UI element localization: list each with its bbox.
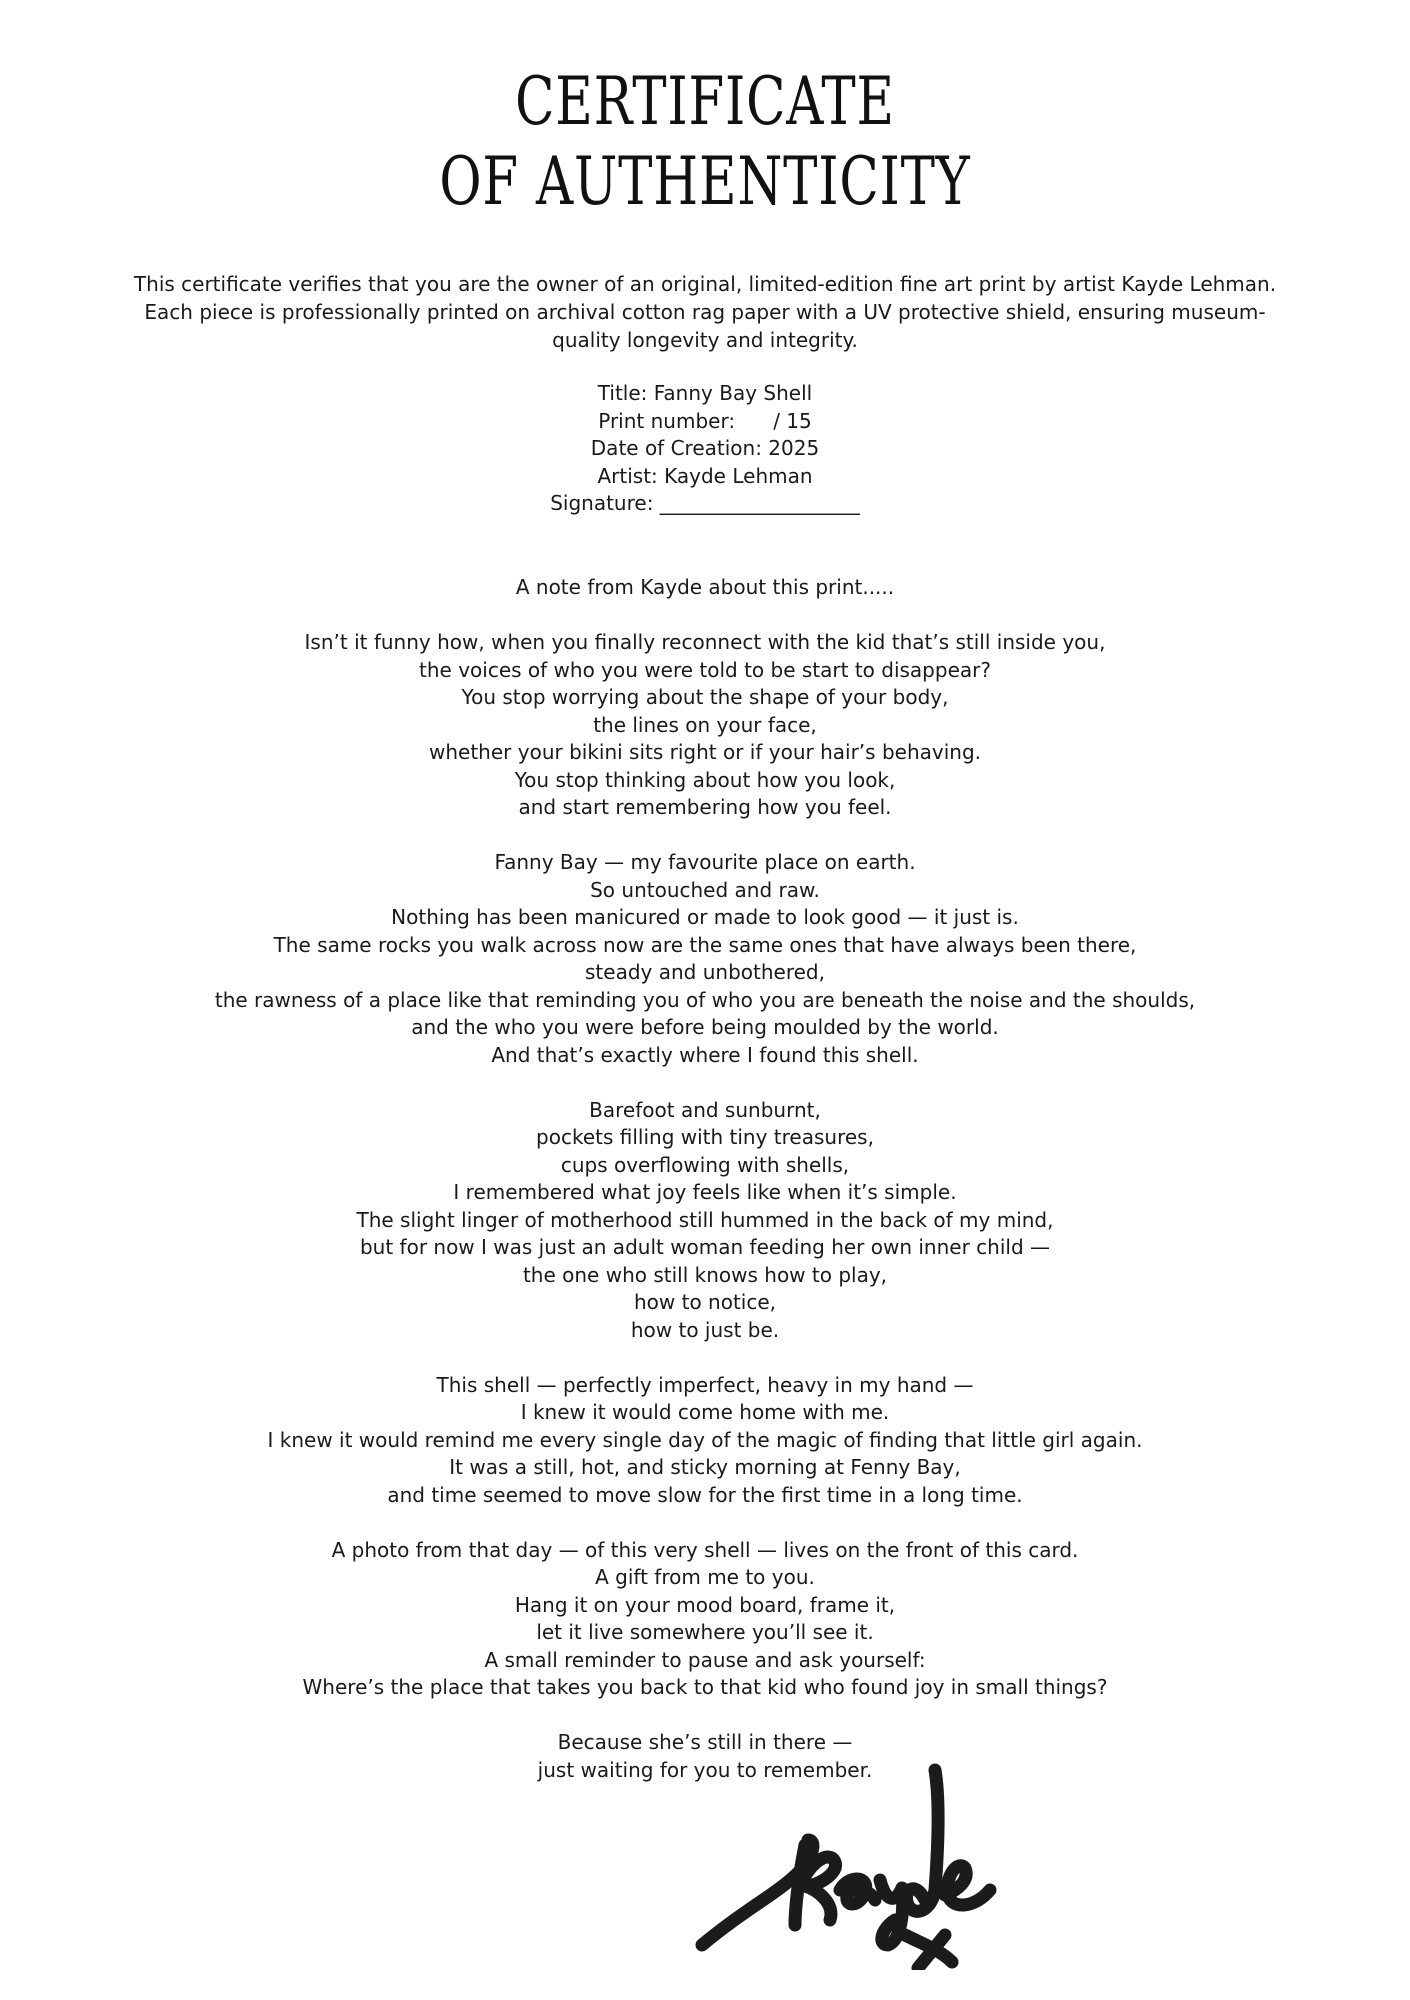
note-line: The same rocks you walk across now are the same ones that have always been there,	[273, 932, 1137, 957]
note-line: I knew it would remind me every single day of the magic of finding that little girl again.	[267, 1427, 1143, 1452]
note-line: the lines on your face,	[593, 712, 817, 737]
note-line: how to just be.	[630, 1317, 780, 1342]
note-heading-block	[0, 574, 1410, 602]
note-line: the voices of who you were told to be start to disappear?	[419, 657, 991, 682]
note-line: the one who still knows how to play,	[522, 1262, 888, 1287]
note-line: whether your bikini sits right or if your hair’s behaving.	[429, 740, 981, 764]
note-line: cups overflowing with shells,	[560, 1152, 850, 1177]
note-heading: A note from Kayde about this print.....	[515, 575, 895, 599]
note-line: And that’s exactly where I found this shell.	[491, 1042, 919, 1067]
note-line: and the who you were before being moulded by the world.	[411, 1015, 999, 1039]
note-line: I knew it would come home with me.	[520, 1400, 890, 1424]
print-details	[0, 380, 1410, 518]
note-line: Because she’s still in there —	[557, 1730, 853, 1754]
certificate-title	[0, 62, 1410, 222]
note-line: Fanny Bay — my favourite place on earth.	[494, 850, 916, 874]
note-line: Isn’t it funny how, when you finally reconnect with the kid that’s still inside you,	[304, 630, 1106, 654]
note-stanza	[0, 1097, 1410, 1345]
note-line: I remembered what joy feels like when it’s simple.	[453, 1180, 957, 1204]
note-line: and time seemed to move slow for the first time in a long time.	[387, 1482, 1023, 1507]
note-line: and start remembering how you feel.	[518, 795, 892, 819]
note-stanza	[0, 629, 1410, 822]
note-line: Nothing has been manicured or made to look good — it just is.	[391, 905, 1019, 929]
note-stanza	[0, 1372, 1410, 1510]
title-line-2: OF AUTHENTICITY	[439, 143, 971, 220]
detail-artist: Artist: Kayde Lehman	[597, 463, 813, 488]
note-line: You stop thinking about how you look,	[514, 767, 896, 792]
note-line: how to notice,	[633, 1290, 777, 1314]
note-line: You stop worrying about the shape of your body,	[461, 685, 949, 709]
note-stanza	[0, 1537, 1410, 1702]
note-line: the rawness of a place like that reminding you of who you are beneath the noise and the shoulds,	[214, 987, 1196, 1012]
note-line: A small reminder to pause and ask yourself:	[484, 1647, 926, 1672]
note-stanza	[0, 849, 1410, 1069]
note-line: It was a still, hot, and sticky morning at Fenny Bay,	[449, 1455, 961, 1479]
note-line: let it live somewhere you’ll see it.	[536, 1620, 874, 1644]
note-line: pockets filling with tiny treasures,	[536, 1125, 874, 1149]
note-line: Hang it on your mood board, frame it,	[514, 1592, 896, 1617]
intro-paragraph: This certificate verifies that you are the owner of an original, limited-edition fine art print by artist Kayde Lehman. Each piece is professionally printed on archival cotton rag paper with a UV protective shield, ensuring museum-quality longevity and integrity.	[133, 272, 1277, 352]
note-line: This shell — perfectly imperfect, heavy in my hand —	[436, 1372, 974, 1397]
note-line: A gift from me to you.	[595, 1565, 815, 1589]
note-line: Where’s the place that takes you back to that kid who found joy in small things?	[302, 1675, 1108, 1699]
note-body	[0, 629, 1410, 1784]
artist-signature	[690, 1740, 1090, 1970]
note-line: So untouched and raw.	[590, 877, 820, 902]
note-line: steady and unbothered,	[585, 960, 825, 984]
title-line-1: CERTIFICATE	[515, 63, 895, 140]
detail-title: Title: Fanny Bay Shell	[597, 381, 813, 405]
detail-signature-line: Signature: ____________________	[550, 491, 860, 515]
note-line: Barefoot and sunburnt,	[589, 1097, 821, 1122]
detail-print-number: Print number: / 15	[598, 408, 812, 433]
note-line: just waiting for you to remember.	[537, 1757, 873, 1782]
note-line: The slight linger of motherhood still hummed in the back of my mind,	[356, 1207, 1054, 1232]
artist-note	[0, 574, 1410, 1812]
note-line: but for now I was just an adult woman feeding her own inner child —	[359, 1235, 1051, 1259]
note-line: A photo from that day — of this very shell — lives on the front of this card.	[331, 1537, 1079, 1562]
detail-date: Date of Creation: 2025	[590, 436, 820, 460]
